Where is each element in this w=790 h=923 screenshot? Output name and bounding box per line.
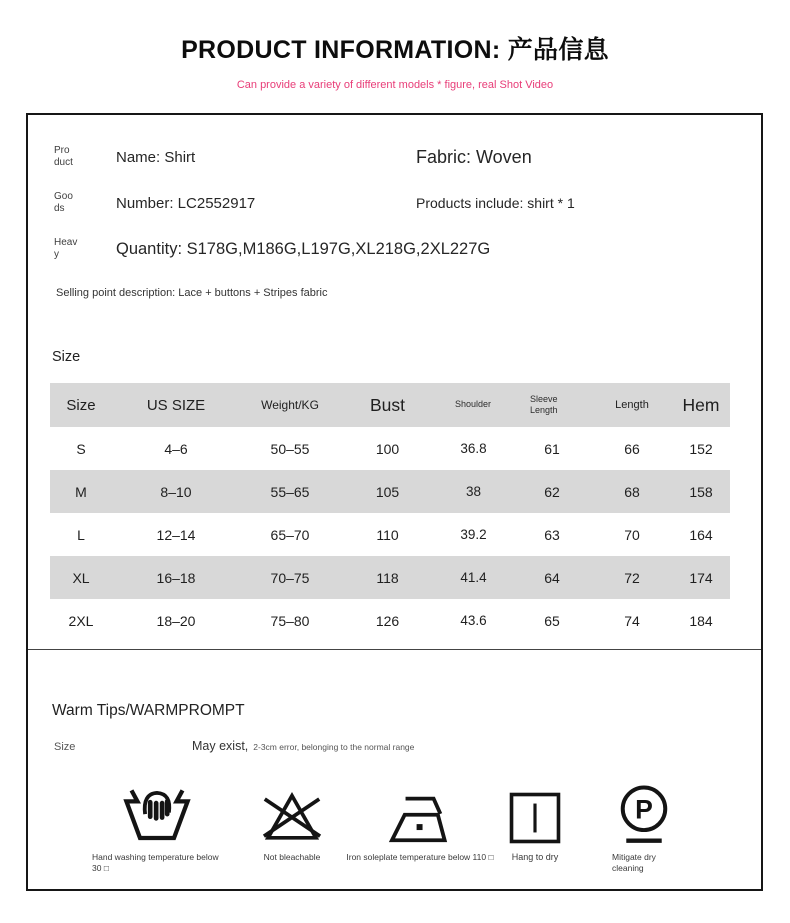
table-cell: 152 <box>689 440 713 457</box>
table-cell: 36.8 <box>460 441 487 456</box>
table-cell: 4–6 <box>164 440 188 457</box>
table-cell: 55–65 <box>270 483 310 500</box>
quantity-value: Quantity: S178G,M186G,L197G,XL218G,2XL227G <box>116 239 491 258</box>
table-row-s <box>50 427 730 470</box>
table-cell: S <box>76 440 86 457</box>
products-include-value: Products include: shirt * 1 <box>416 195 575 211</box>
care-instructions-row <box>28 780 761 880</box>
table-cell: L <box>77 526 85 543</box>
table-cell: 118 <box>376 569 399 586</box>
product-name-value: Name: Shirt <box>116 148 196 166</box>
table-cell: M <box>75 483 87 500</box>
care-label: Mitigate dry cleaning <box>612 852 656 874</box>
warm-tips-line <box>54 739 761 754</box>
col-header-shoulder-text: Shoulder <box>455 399 492 410</box>
do-not-bleach-icon <box>259 780 325 846</box>
warm-tips-size-label: Size <box>54 741 76 753</box>
info-row-heavy <box>54 229 761 269</box>
table-cell: 8–10 <box>160 483 192 500</box>
table-row-l <box>50 513 730 556</box>
info-label-line: ds <box>54 203 65 214</box>
table-cell: 164 <box>689 526 713 543</box>
care-label: Iron soleplate temperature below 110 □ <box>346 852 494 862</box>
table-cell: 126 <box>375 612 400 629</box>
table-cell: 105 <box>375 483 400 500</box>
table-cell: 75–80 <box>270 612 310 629</box>
table-cell: 65 <box>544 612 560 629</box>
care-item-iron <box>345 780 495 863</box>
warm-tips-heading: Warm Tips/WARMPROMPT <box>52 702 245 719</box>
col-header-length: Length <box>615 399 649 411</box>
table-cell: 70 <box>624 526 640 543</box>
table-cell: 43.6 <box>460 613 487 628</box>
page-subtitle: Can provide a variety of different models * figure, real Shot Video <box>236 79 554 91</box>
selling-point-text: Selling point description: Lace + buttons + Stripes fabric <box>56 287 328 299</box>
table-cell: 174 <box>689 569 713 586</box>
table-cell: 39.2 <box>460 527 487 542</box>
table-cell: 66 <box>624 440 640 457</box>
iron-low-temp-icon <box>386 780 454 846</box>
care-item-hand-wash <box>77 780 237 874</box>
goods-number-value: Number: LC2552917 <box>116 194 256 212</box>
col-header-shoulder <box>435 383 512 427</box>
table-cell: 62 <box>544 483 560 500</box>
table-cell: 184 <box>689 612 713 629</box>
col-header-hem: Hem <box>682 394 720 415</box>
col-header-us-size: US SIZE <box>146 396 206 414</box>
table-cell: 41.4 <box>460 570 487 585</box>
table-cell: 65–70 <box>270 526 310 543</box>
fabric-value: Fabric: Woven <box>416 146 532 167</box>
page-title: PRODUCT INFORMATION: 产品信息 <box>181 36 609 64</box>
care-label: Hang to dry <box>511 852 559 862</box>
table-cell: 70–75 <box>270 569 310 586</box>
care-item-dry-clean <box>594 780 694 874</box>
info-label-goods <box>54 191 92 216</box>
warm-tips-note-detail: 2-3cm error, belonging to the normal range <box>253 742 415 752</box>
table-cell: 158 <box>689 483 713 500</box>
svg-text:P: P <box>635 794 653 825</box>
care-item-no-bleach <box>232 780 352 863</box>
table-cell: 74 <box>624 612 640 629</box>
table-cell: 110 <box>376 526 399 543</box>
info-label-product <box>54 145 92 170</box>
size-chart-table <box>50 383 730 642</box>
table-cell: 63 <box>544 526 560 543</box>
col-header-size: Size <box>66 396 96 414</box>
col-header-weight: Weight/KG <box>261 398 319 412</box>
care-label: Hand washing temperature below 30 □ <box>92 852 219 874</box>
table-header-row <box>50 383 730 427</box>
section-divider <box>28 649 761 650</box>
info-row-product <box>54 137 761 177</box>
table-row-m <box>50 470 730 513</box>
table-row-xl <box>50 556 730 599</box>
warm-tips-note: May exist, <box>192 739 249 753</box>
table-cell: 12–14 <box>156 526 196 543</box>
table-cell: 100 <box>375 440 400 457</box>
table-cell: XL <box>72 569 90 586</box>
care-item-hang-dry <box>490 780 580 864</box>
table-cell: 18–20 <box>156 612 196 629</box>
info-label-line: Goo <box>54 190 73 202</box>
table-cell: 68 <box>624 483 640 500</box>
info-label-line: Heav <box>54 236 78 248</box>
table-cell: 64 <box>544 569 560 586</box>
care-label: Not bleachable <box>263 852 321 862</box>
col-header-bust: Bust <box>369 394 406 415</box>
info-label-line: Pro <box>54 144 70 156</box>
info-label-line: duct <box>54 157 73 168</box>
size-section-heading: Size <box>52 349 81 365</box>
table-cell: 16–18 <box>156 569 196 586</box>
info-label-line: y <box>54 249 59 260</box>
table-cell: 2XL <box>68 612 94 629</box>
table-cell: 61 <box>544 440 560 457</box>
table-cell: 50–55 <box>270 440 310 457</box>
hand-wash-icon <box>123 780 191 846</box>
dry-clean-p-icon <box>615 780 673 846</box>
product-info-panel <box>26 113 763 891</box>
col-header-sleeve-length <box>512 383 592 427</box>
info-label-heavy <box>54 237 92 262</box>
hang-to-dry-icon <box>506 780 564 846</box>
table-cell: 38 <box>465 484 482 499</box>
info-row-goods <box>54 183 761 223</box>
col-header-sleeve-text: Sleeve Length <box>530 393 558 415</box>
table-cell: 72 <box>624 569 640 586</box>
table-row-2xl <box>50 599 730 642</box>
